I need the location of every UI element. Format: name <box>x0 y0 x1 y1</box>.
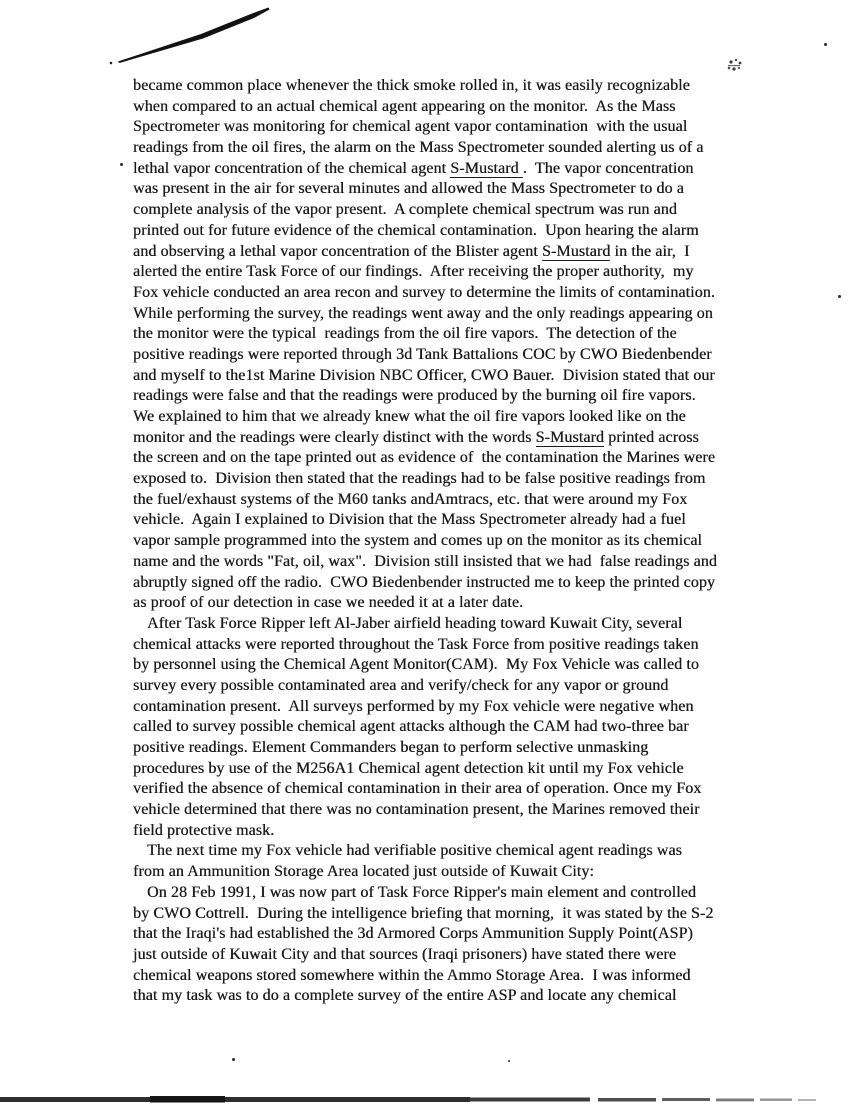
text-line <box>133 179 813 200</box>
text-line <box>133 200 813 221</box>
scan-noise-dot <box>838 295 841 298</box>
text-segment: that the Iraqi's had established the 3d Armored Corps Ammunition Supply Point(ASP) <box>133 925 693 943</box>
text-line <box>133 117 813 138</box>
text-segment: readings were false and that the readings were produced by the burning oil fire vapors. <box>133 387 696 405</box>
text-segment: The next time my Fox vehicle had verifiable positive chemical agent readings was <box>147 842 682 860</box>
text-segment: was present in the air for several minutes and allowed the Mass Spectrometer to do a <box>133 180 684 198</box>
text-line <box>133 510 813 531</box>
text-line <box>133 345 813 366</box>
text-line <box>133 262 813 283</box>
text-line <box>133 841 813 862</box>
text-line <box>133 904 813 925</box>
text-segment: . The vapor concentration <box>522 159 694 177</box>
text-line <box>133 448 813 469</box>
text-segment: Fox vehicle conducted an area recon and survey to determine the limits of contamination. <box>133 283 715 301</box>
text-line <box>133 945 813 966</box>
text-segment: positive readings. Element Commanders began to perform selective unmasking <box>133 739 649 756</box>
text-line <box>133 283 813 304</box>
text-segment: the monitor were the typical readings from the oil fire vapors. The detection of the <box>133 325 677 343</box>
text-line <box>133 159 813 180</box>
text-segment: became common place whenever the thick smoke rolled in, it was easily recognizable <box>133 77 690 94</box>
text-segment: lethal vapor concentration of the chemical agent <box>133 159 451 177</box>
pen-scribble <box>105 2 295 77</box>
text-line <box>133 138 813 159</box>
text-line <box>133 883 813 904</box>
text-segment: called to survey possible chemical agent attacks although the CAM had two-three bar <box>133 718 689 736</box>
scan-noise-dot <box>508 1060 510 1062</box>
text-line <box>133 97 813 118</box>
text-segment: complete analysis of the vapor present. A complete chemical spectrum was run and <box>133 201 677 219</box>
text-segment: by personnel using the Chemical Agent Monitor(CAM). My Fox Vehicle was called to <box>133 656 699 674</box>
text-segment: After Task Force Ripper left Al-Jaber airfield heading toward Kuwait City, several <box>147 614 683 632</box>
text-line <box>133 593 813 614</box>
text-line <box>133 242 813 263</box>
text-line <box>133 924 813 945</box>
text-line <box>133 304 813 325</box>
text-line <box>133 986 813 1007</box>
text-segment: vapor sample programmed into the system and comes up on the monitor as its chemical <box>133 532 703 550</box>
underlined-text: S-Mustard <box>450 159 523 177</box>
text-line <box>133 759 813 780</box>
text-segment: as proof of our detection in case we needed it at a later date. <box>133 594 524 612</box>
text-segment: the screen and on the tape printed out as evidence of the contamination the Marines were <box>133 449 716 467</box>
underlined-text: S-Mustard <box>541 242 611 260</box>
text-line <box>133 366 813 387</box>
text-segment: just outside of Kuwait City and that sources (Iraqi prisoners) have stated there were <box>133 945 677 963</box>
text-segment: positive readings were reported through 3d Tank Battalions COC by CWO Biedenbender <box>133 345 712 363</box>
text-line <box>133 862 813 883</box>
text-line <box>133 821 813 842</box>
text-segment: chemical weapons stored somewhere within the Ammo Storage Area. I was informed <box>133 966 691 984</box>
text-line <box>133 407 813 428</box>
text-segment: from an Ammunition Storage Area located just outside of Kuwait City: <box>133 863 594 881</box>
text-segment: vehicle. Again I explained to Division that the Mass Spectrometer already had a fuel <box>133 511 686 529</box>
text-segment: that my task was to do a complete survey of the entire ASP and locate any chemical <box>133 987 677 1005</box>
text-line <box>133 531 813 552</box>
text-segment: While performing the survey, the readings went away and the only readings appearing on <box>133 304 713 322</box>
scan-noise-dot <box>824 43 827 46</box>
text-segment: Spectrometer was monitoring for chemical agent vapor contamination with the usual <box>133 118 688 136</box>
text-segment: printed out for future evidence of the chemical contamination. Upon hearing the alarm <box>133 221 699 239</box>
text-segment: We explained to him that we already knew what the oil fire vapors looked like on the <box>133 408 686 425</box>
text-line <box>133 386 813 407</box>
text-segment: abruptly signed off the radio. CWO Biedenbender instructed me to keep the printed copy <box>133 573 716 591</box>
text-line <box>133 76 813 97</box>
document-lines <box>133 76 813 1007</box>
text-line <box>133 676 813 697</box>
text-line <box>133 717 813 738</box>
text-segment: procedures by use of the M256A1 Chemical agent detection kit until my Fox vehicle <box>133 759 684 777</box>
text-line <box>133 552 813 573</box>
text-segment: the fuel/exhaust systems of the M60 tanks andAmtracs, etc. that were around my Fox <box>133 490 688 508</box>
text-line <box>133 490 813 511</box>
text-segment: On 28 Feb 1991, I was now part of Task Force Ripper's main element and controlled <box>147 883 697 901</box>
text-line <box>133 428 813 449</box>
text-line <box>133 324 813 345</box>
scan-noise-dot <box>120 163 123 166</box>
text-segment: chemical attacks were reported throughout the Task Force from positive readings taken <box>133 635 699 653</box>
text-line <box>133 800 813 821</box>
text-segment: survey every possible contaminated area and verify/check for any vapor or ground <box>133 676 669 694</box>
text-segment: by CWO Cottrell. During the intelligence briefing that morning, it was stated by the S-2 <box>133 904 714 922</box>
text-segment: when compared to an actual chemical agent appearing on the monitor. As the Mass <box>133 97 676 115</box>
text-line <box>133 738 813 759</box>
text-segment: contamination present. All surveys performed by my Fox vehicle were negative when <box>133 697 694 715</box>
text-segment: and myself to the1st Marine Division NBC Officer, CWO Bauer. Division stated that our <box>133 366 715 384</box>
text-segment: verified the absence of chemical contamination in their area of operation. Once my Fox <box>133 780 702 798</box>
text-line <box>133 779 813 800</box>
text-segment: exposed to. Division then stated that the readings had to be false positive readings from <box>133 470 706 488</box>
text-segment: alerted the entire Task Force of our findings. After receiving the proper authority, my <box>133 263 694 281</box>
text-segment: monitor and the readings were clearly distinct with the words <box>133 428 536 446</box>
text-line <box>133 966 813 987</box>
text-segment: printed across <box>604 428 699 446</box>
text-segment: in the air, I <box>610 242 690 260</box>
text-line <box>133 655 813 676</box>
text-line <box>133 635 813 656</box>
scanner-edge-artifact <box>0 1093 850 1105</box>
scan-noise-dot <box>232 1058 235 1061</box>
underlined-text: S-Mustard <box>535 428 605 446</box>
text-line <box>133 221 813 242</box>
text-line <box>133 697 813 718</box>
text-segment: vehicle determined that there was no contamination present, the Marines removed their <box>133 801 700 819</box>
text-line <box>133 469 813 490</box>
text-line <box>133 573 813 594</box>
text-segment: readings from the oil fires, the alarm on the Mass Spectrometer sounded alerting us of a <box>133 139 704 157</box>
text-segment: and observing a lethal vapor concentration of the Blister agent <box>133 242 542 260</box>
text-segment: field protective mask. <box>133 821 275 839</box>
text-line <box>133 614 813 635</box>
text-segment: name and the words "Fat, oil, wax". Division still insisted that we had false readings and <box>133 552 717 570</box>
